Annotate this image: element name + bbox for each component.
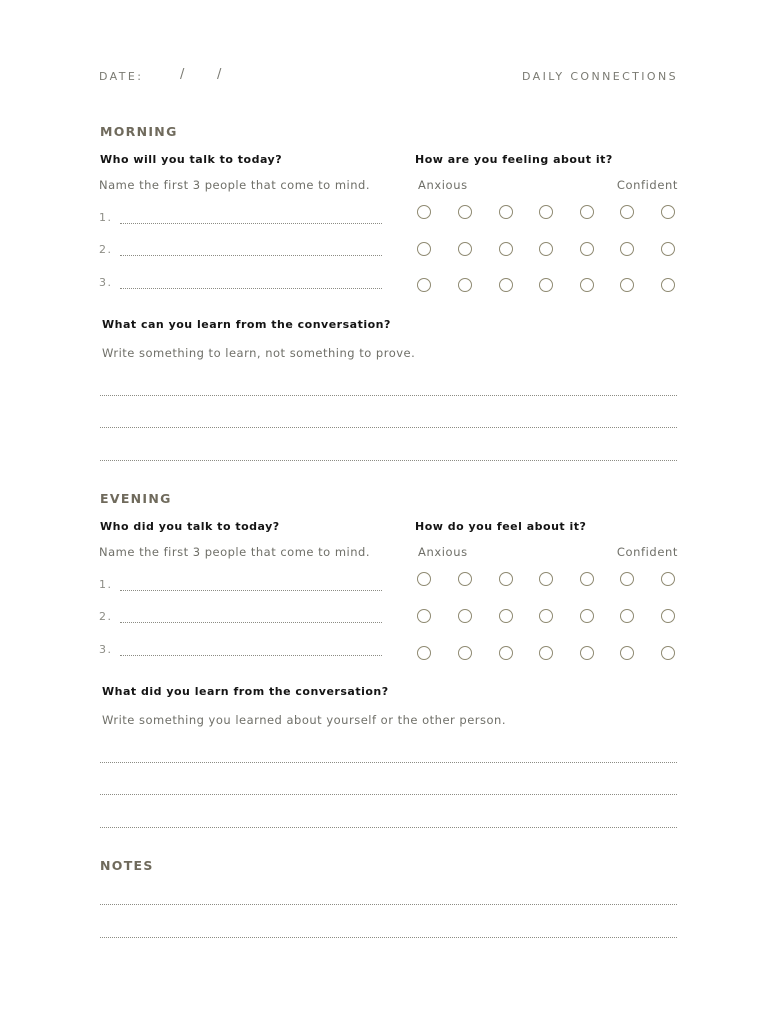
evening-person-number: 2. <box>99 610 113 623</box>
morning-learn-line[interactable] <box>100 395 677 396</box>
evening-scale-high-label: Confident <box>616 545 678 559</box>
morning-feeling-question: How are you feeling about it? <box>415 153 613 166</box>
morning-rating-circle[interactable] <box>580 242 594 256</box>
morning-rating-circle[interactable] <box>458 242 472 256</box>
evening-rating-circle[interactable] <box>620 646 634 660</box>
notes-section-title: NOTES <box>100 858 154 873</box>
morning-rating-circle[interactable] <box>417 205 431 219</box>
morning-rating-circle[interactable] <box>580 278 594 292</box>
morning-learn-line[interactable] <box>100 427 677 428</box>
evening-rating-circle[interactable] <box>620 572 634 586</box>
evening-rating-circle[interactable] <box>458 609 472 623</box>
evening-person-number: 3. <box>99 643 113 656</box>
evening-rating-circle[interactable] <box>458 646 472 660</box>
morning-rating-circle[interactable] <box>661 242 675 256</box>
morning-scale-high-label: Confident <box>616 178 678 192</box>
evening-feeling-question: How do you feel about it? <box>415 520 587 533</box>
evening-rating-circle[interactable] <box>620 609 634 623</box>
evening-person-1-line[interactable] <box>120 590 382 591</box>
morning-learn-line[interactable] <box>100 460 677 461</box>
evening-rating-circle[interactable] <box>499 646 513 660</box>
evening-rating-circle[interactable] <box>580 609 594 623</box>
notes-line[interactable] <box>100 904 677 905</box>
evening-learn-hint: Write something you learned about yourself or the other person. <box>102 713 506 727</box>
morning-rating-circle[interactable] <box>620 242 634 256</box>
notes-line[interactable] <box>100 937 677 938</box>
evening-section-title: EVENING <box>100 491 172 506</box>
morning-rating-circle[interactable] <box>539 205 553 219</box>
morning-section-title: MORNING <box>100 124 178 139</box>
morning-person-2-line[interactable] <box>120 255 382 256</box>
evening-scale-low-label: Anxious <box>418 545 468 559</box>
morning-rating-circle[interactable] <box>417 242 431 256</box>
morning-person-number: 3. <box>99 276 113 289</box>
date-separator: / <box>180 67 185 82</box>
evening-rating-circle[interactable] <box>539 646 553 660</box>
evening-learn-question: What did you learn from the conversation? <box>102 685 389 698</box>
evening-person-2-line[interactable] <box>120 622 382 623</box>
evening-rating-circle[interactable] <box>417 646 431 660</box>
morning-rating-circle[interactable] <box>620 278 634 292</box>
morning-people-hint: Name the first 3 people that come to mind. <box>99 178 370 192</box>
evening-rating-circle[interactable] <box>580 572 594 586</box>
evening-rating-circle[interactable] <box>539 572 553 586</box>
evening-learn-line[interactable] <box>100 794 677 795</box>
evening-learn-line[interactable] <box>100 827 677 828</box>
evening-rating-circle[interactable] <box>458 572 472 586</box>
morning-person-3-line[interactable] <box>120 288 382 289</box>
evening-person-number: 1. <box>99 578 113 591</box>
evening-people-hint: Name the first 3 people that come to mind. <box>99 545 370 559</box>
morning-scale-low-label: Anxious <box>418 178 468 192</box>
evening-rating-circle[interactable] <box>661 609 675 623</box>
date-label: DATE: <box>99 70 144 83</box>
morning-person-number: 1. <box>99 211 113 224</box>
morning-person-1-line[interactable] <box>120 223 382 224</box>
morning-rating-circle[interactable] <box>661 205 675 219</box>
morning-rating-circle[interactable] <box>580 205 594 219</box>
morning-learn-hint: Write something to learn, not something to prove. <box>102 346 416 360</box>
morning-rating-circle[interactable] <box>539 278 553 292</box>
evening-learn-line[interactable] <box>100 762 677 763</box>
morning-people-question: Who will you talk to today? <box>100 153 283 166</box>
evening-rating-circle[interactable] <box>499 609 513 623</box>
evening-rating-circle[interactable] <box>661 572 675 586</box>
evening-person-3-line[interactable] <box>120 655 382 656</box>
morning-rating-circle[interactable] <box>417 278 431 292</box>
morning-rating-circle[interactable] <box>499 205 513 219</box>
morning-rating-circle[interactable] <box>661 278 675 292</box>
evening-rating-circle[interactable] <box>417 572 431 586</box>
date-separator: / <box>217 67 222 82</box>
morning-rating-circle[interactable] <box>499 278 513 292</box>
morning-learn-question: What can you learn from the conversation? <box>102 318 391 331</box>
evening-rating-circle[interactable] <box>661 646 675 660</box>
morning-rating-circle[interactable] <box>458 278 472 292</box>
page-title: DAILY CONNECTIONS <box>522 70 678 83</box>
morning-person-number: 2. <box>99 243 113 256</box>
morning-rating-circle[interactable] <box>458 205 472 219</box>
evening-rating-circle[interactable] <box>539 609 553 623</box>
morning-rating-circle[interactable] <box>539 242 553 256</box>
evening-rating-circle[interactable] <box>499 572 513 586</box>
morning-rating-circle[interactable] <box>620 205 634 219</box>
evening-rating-circle[interactable] <box>580 646 594 660</box>
evening-people-question: Who did you talk to today? <box>100 520 280 533</box>
evening-rating-circle[interactable] <box>417 609 431 623</box>
morning-rating-circle[interactable] <box>499 242 513 256</box>
